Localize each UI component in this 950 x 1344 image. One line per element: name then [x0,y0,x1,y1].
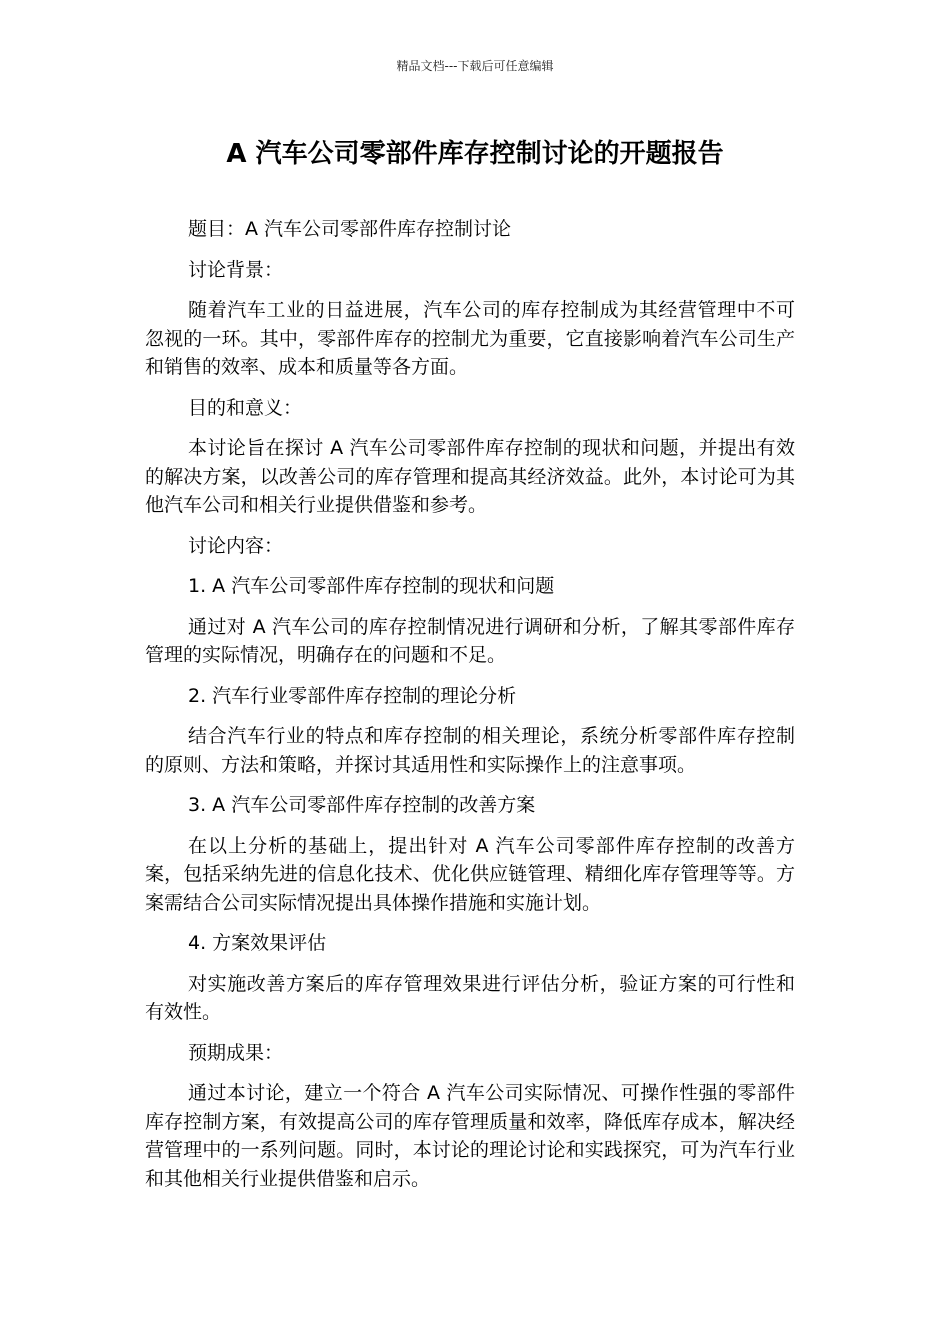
purpose-paragraph: 本讨论旨在探讨 A 汽车公司零部件库存控制的现状和问题，并提出有效的解决方案，以改善公司的库存管理和提高其经济效益。此外，本讨论可为其他汽车公司和相关行业提供借鉴和参考。 [145,437,795,516]
document-title: A 汽车公司零部件库存控制讨论的开题报告 [226,139,724,169]
content-item-1-paragraph: 通过对 A 汽车公司的库存控制情况进行调研和分析，了解其零部件库存管理的实际情况，明确存在的问题和不足。 [145,615,795,666]
content-item-4-paragraph: 对实施改善方案后的库存管理效果进行评估分析，验证方案的可行性和有效性。 [145,972,795,1023]
content-item-2-paragraph: 结合汽车行业的特点和库存控制的相关理论，系统分析零部件库存控制的原则、方法和策略，并探讨其适用性和实际操作上的注意事项。 [145,725,795,776]
header-note: 精品文档---下载后可任意编辑 [396,59,554,73]
content-item-3-paragraph: 在以上分析的基础上，提出针对 A 汽车公司零部件库存控制的改善方案，包括采纳先进的信息化技术、优化供应链管理、精细化库存管理等等。方案需结合公司实际情况提出具体操作措施和实施计划。 [145,834,795,914]
content-item-2-heading: 2. 汽车行业零部件库存控制的理论分析 [188,684,517,707]
section-heading-content: 讨论内容： [188,534,284,557]
background-paragraph: 随着汽车工业的日益进展，汽车公司的库存控制成为其经营管理中不可忽视的一环。其中，零部件库存的控制尤为重要，它直接影响着汽车公司生产和销售的效率、成本和质量等各方面。 [145,299,795,378]
content-item-4-heading: 4. 方案效果评估 [188,932,327,954]
section-heading-background: 讨论背景： [188,258,284,281]
document-body [145,215,795,1205]
content-item-3-heading: 3. A 汽车公司零部件库存控制的改善方案 [188,794,536,816]
topic-line: 题目：A 汽车公司零部件库存控制讨论 [188,218,512,240]
outcomes-paragraph: 通过本讨论，建立一个符合 A 汽车公司实际情况、可操作性强的零部件库存控制方案，有效提高公司的库存管理质量和效率，降低库存成本，解决经营管理中的一系列问题。同时，本讨论的理论讨论和实践探究，可为汽车行业和其他相关行业提供借鉴和启示。 [145,1082,795,1190]
section-heading-outcomes: 预期成果： [188,1041,284,1064]
section-heading-purpose: 目的和意义： [188,396,303,419]
content-item-1-heading: 1. A 汽车公司零部件库存控制的现状和问题 [188,575,555,597]
